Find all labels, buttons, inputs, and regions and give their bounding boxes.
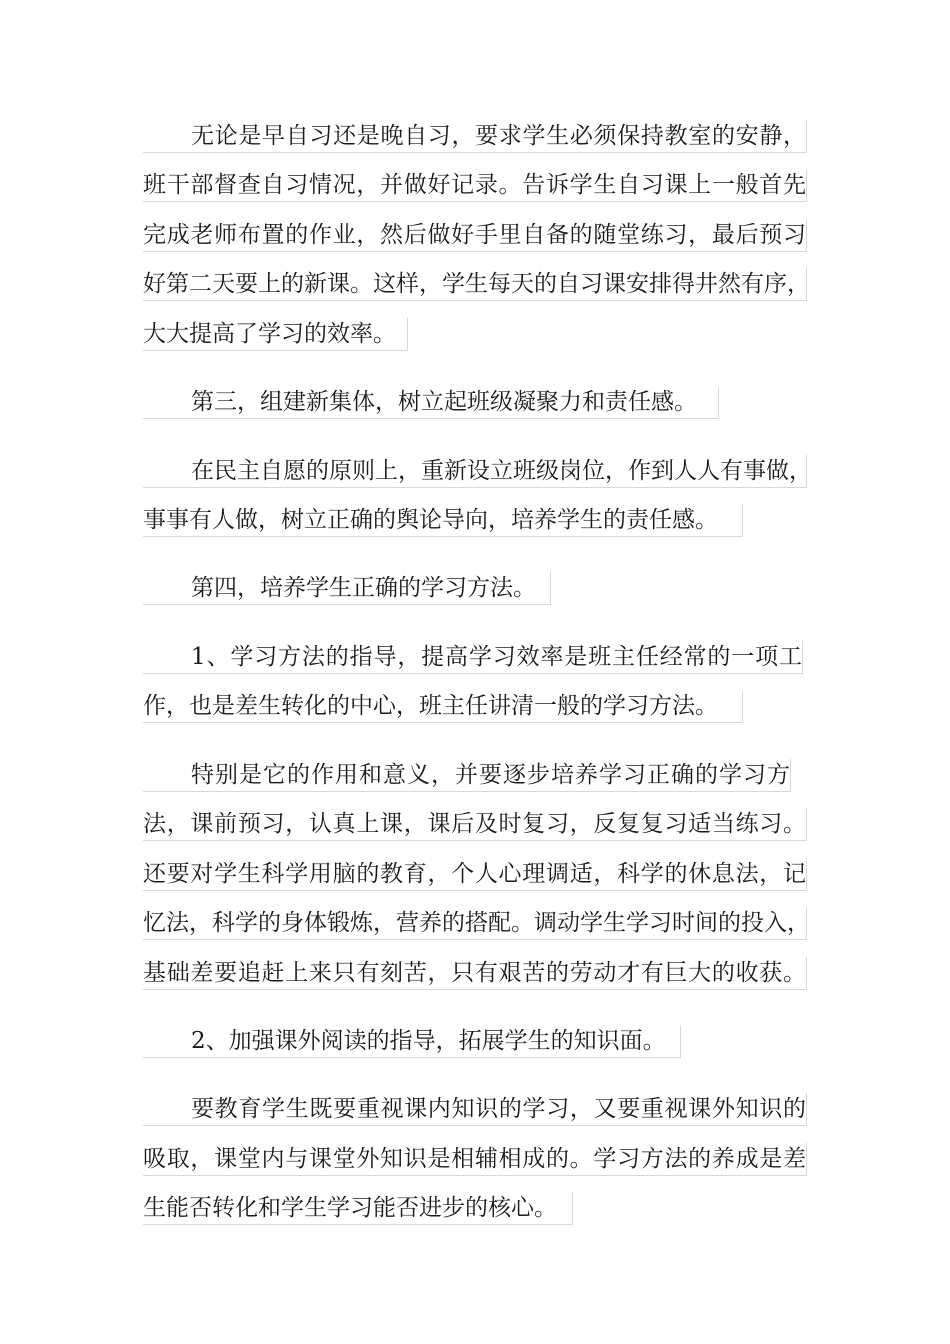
- line-text: 在民主自愿的原则上，重新设立班级岗位，作到人人有事做，: [191, 458, 812, 484]
- line-text: 吸取，课堂内与课堂外知识是相辅相成的。学习方法的养成是差: [143, 1146, 806, 1172]
- line-text: 特别是它的作用和意义，并要逐步培养学习正确的学习方: [191, 762, 790, 788]
- text-line: [143, 455, 812, 488]
- line-text: 2、加强课外阅读的指导，拓展学生的知识面。: [191, 1028, 666, 1054]
- line-text: 要教育学生既要重视课内知识的学习，又要重视课外知识的: [191, 1096, 806, 1122]
- text-line: [143, 690, 743, 723]
- text-line: [143, 1093, 807, 1126]
- line-text: 第四，培养学生正确的学习方法。: [191, 575, 536, 601]
- line-text: 生能否转化和学生学习能否进步的核心。: [143, 1195, 557, 1221]
- line-text: 第三，组建新集体，树立起班级凝聚力和责任感。: [191, 389, 697, 415]
- text-line: [143, 386, 719, 419]
- text-line: [143, 572, 551, 605]
- text-line: [143, 120, 807, 153]
- line-text: 基础差要追赶上来只有刻苦，只有艰苦的劳动才有巨大的收获。: [143, 960, 806, 986]
- text-line: [143, 808, 807, 841]
- line-text: 大大提高了学习的效率。: [143, 321, 396, 347]
- text-line: [143, 1192, 573, 1225]
- text-line: [143, 1143, 807, 1176]
- line-text: 事事有人做，树立正确的舆论导向，培养学生的责任感。: [143, 507, 718, 533]
- text-line: [143, 957, 807, 990]
- line-text: 忆法，科学的身体锻炼，营养的搭配。调动学生学习时间的投入，: [143, 910, 810, 936]
- text-line: [143, 858, 807, 891]
- line-text: 还要对学生科学用脑的教育，个人心理调适，科学的休息法，记: [143, 861, 806, 887]
- text-line: [143, 318, 408, 351]
- text-line: [143, 169, 807, 202]
- text-line: [143, 907, 810, 940]
- text-line: [143, 219, 807, 252]
- line-text: 作，也是差生转化的中心，班主任讲清一般的学习方法。: [143, 693, 718, 719]
- text-line: [143, 268, 810, 301]
- line-text: 班干部督查自习情况，并做好记录。告诉学生自习课上一般首先: [143, 172, 806, 198]
- line-text: 好第二天要上的新课。这样，学生每天的自习课安排得井然有序，: [143, 271, 810, 297]
- text-line: [143, 504, 743, 537]
- line-text: 完成老师布置的作业，然后做好手里自备的随堂练习，最后预习: [143, 222, 806, 248]
- text-line: [143, 1025, 681, 1058]
- line-text: 1、学习方法的指导，提高学习效率是班主任经常的一项工: [191, 644, 802, 670]
- line-text: 法，课前预习，认真上课，课后及时复习，反复复习适当练习。: [143, 811, 806, 837]
- text-line: [143, 759, 791, 792]
- line-text: 无论是早自习还是晚自习，要求学生必须保持教室的安静，: [191, 123, 806, 149]
- text-line: [143, 641, 803, 674]
